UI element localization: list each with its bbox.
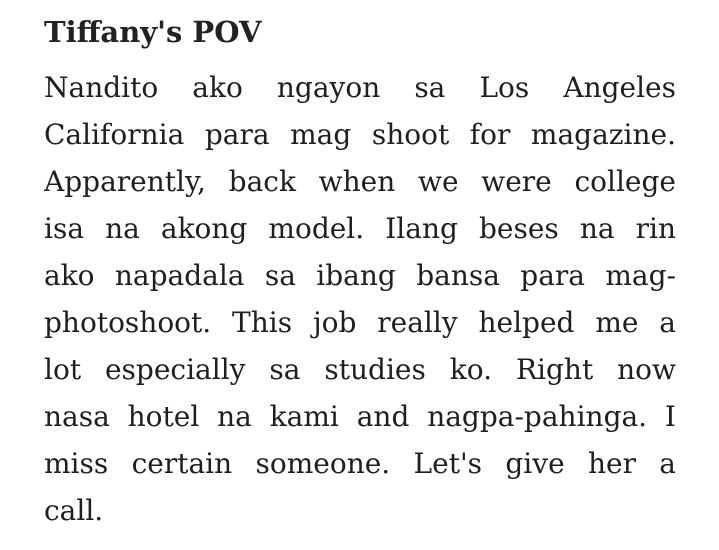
paragraph-line: photoshoot. This job really helped me a (44, 306, 676, 339)
paragraph-line: lot especially sa studies ko. Right now (44, 353, 676, 386)
paragraph-line: ako napadala sa ibang bansa para mag- (44, 259, 676, 292)
paragraph-line: Nandito ako ngayon sa Los Angeles (44, 71, 676, 104)
paragraph-line: miss certain someone. Let's give her a (44, 447, 676, 480)
chapter-heading: Tiffany's POV (44, 15, 262, 49)
paragraph-line: isa na akong model. Ilang beses na rin (44, 212, 676, 245)
paragraph-line: call. (44, 494, 104, 527)
story-page (44, 0, 676, 550)
paragraph-line: nasa hotel na kami and nagpa-pahinga. I (44, 400, 676, 433)
paragraph-line: Apparently, back when we were college (44, 165, 676, 198)
paragraph-line: California para mag shoot for magazine. (44, 118, 676, 151)
